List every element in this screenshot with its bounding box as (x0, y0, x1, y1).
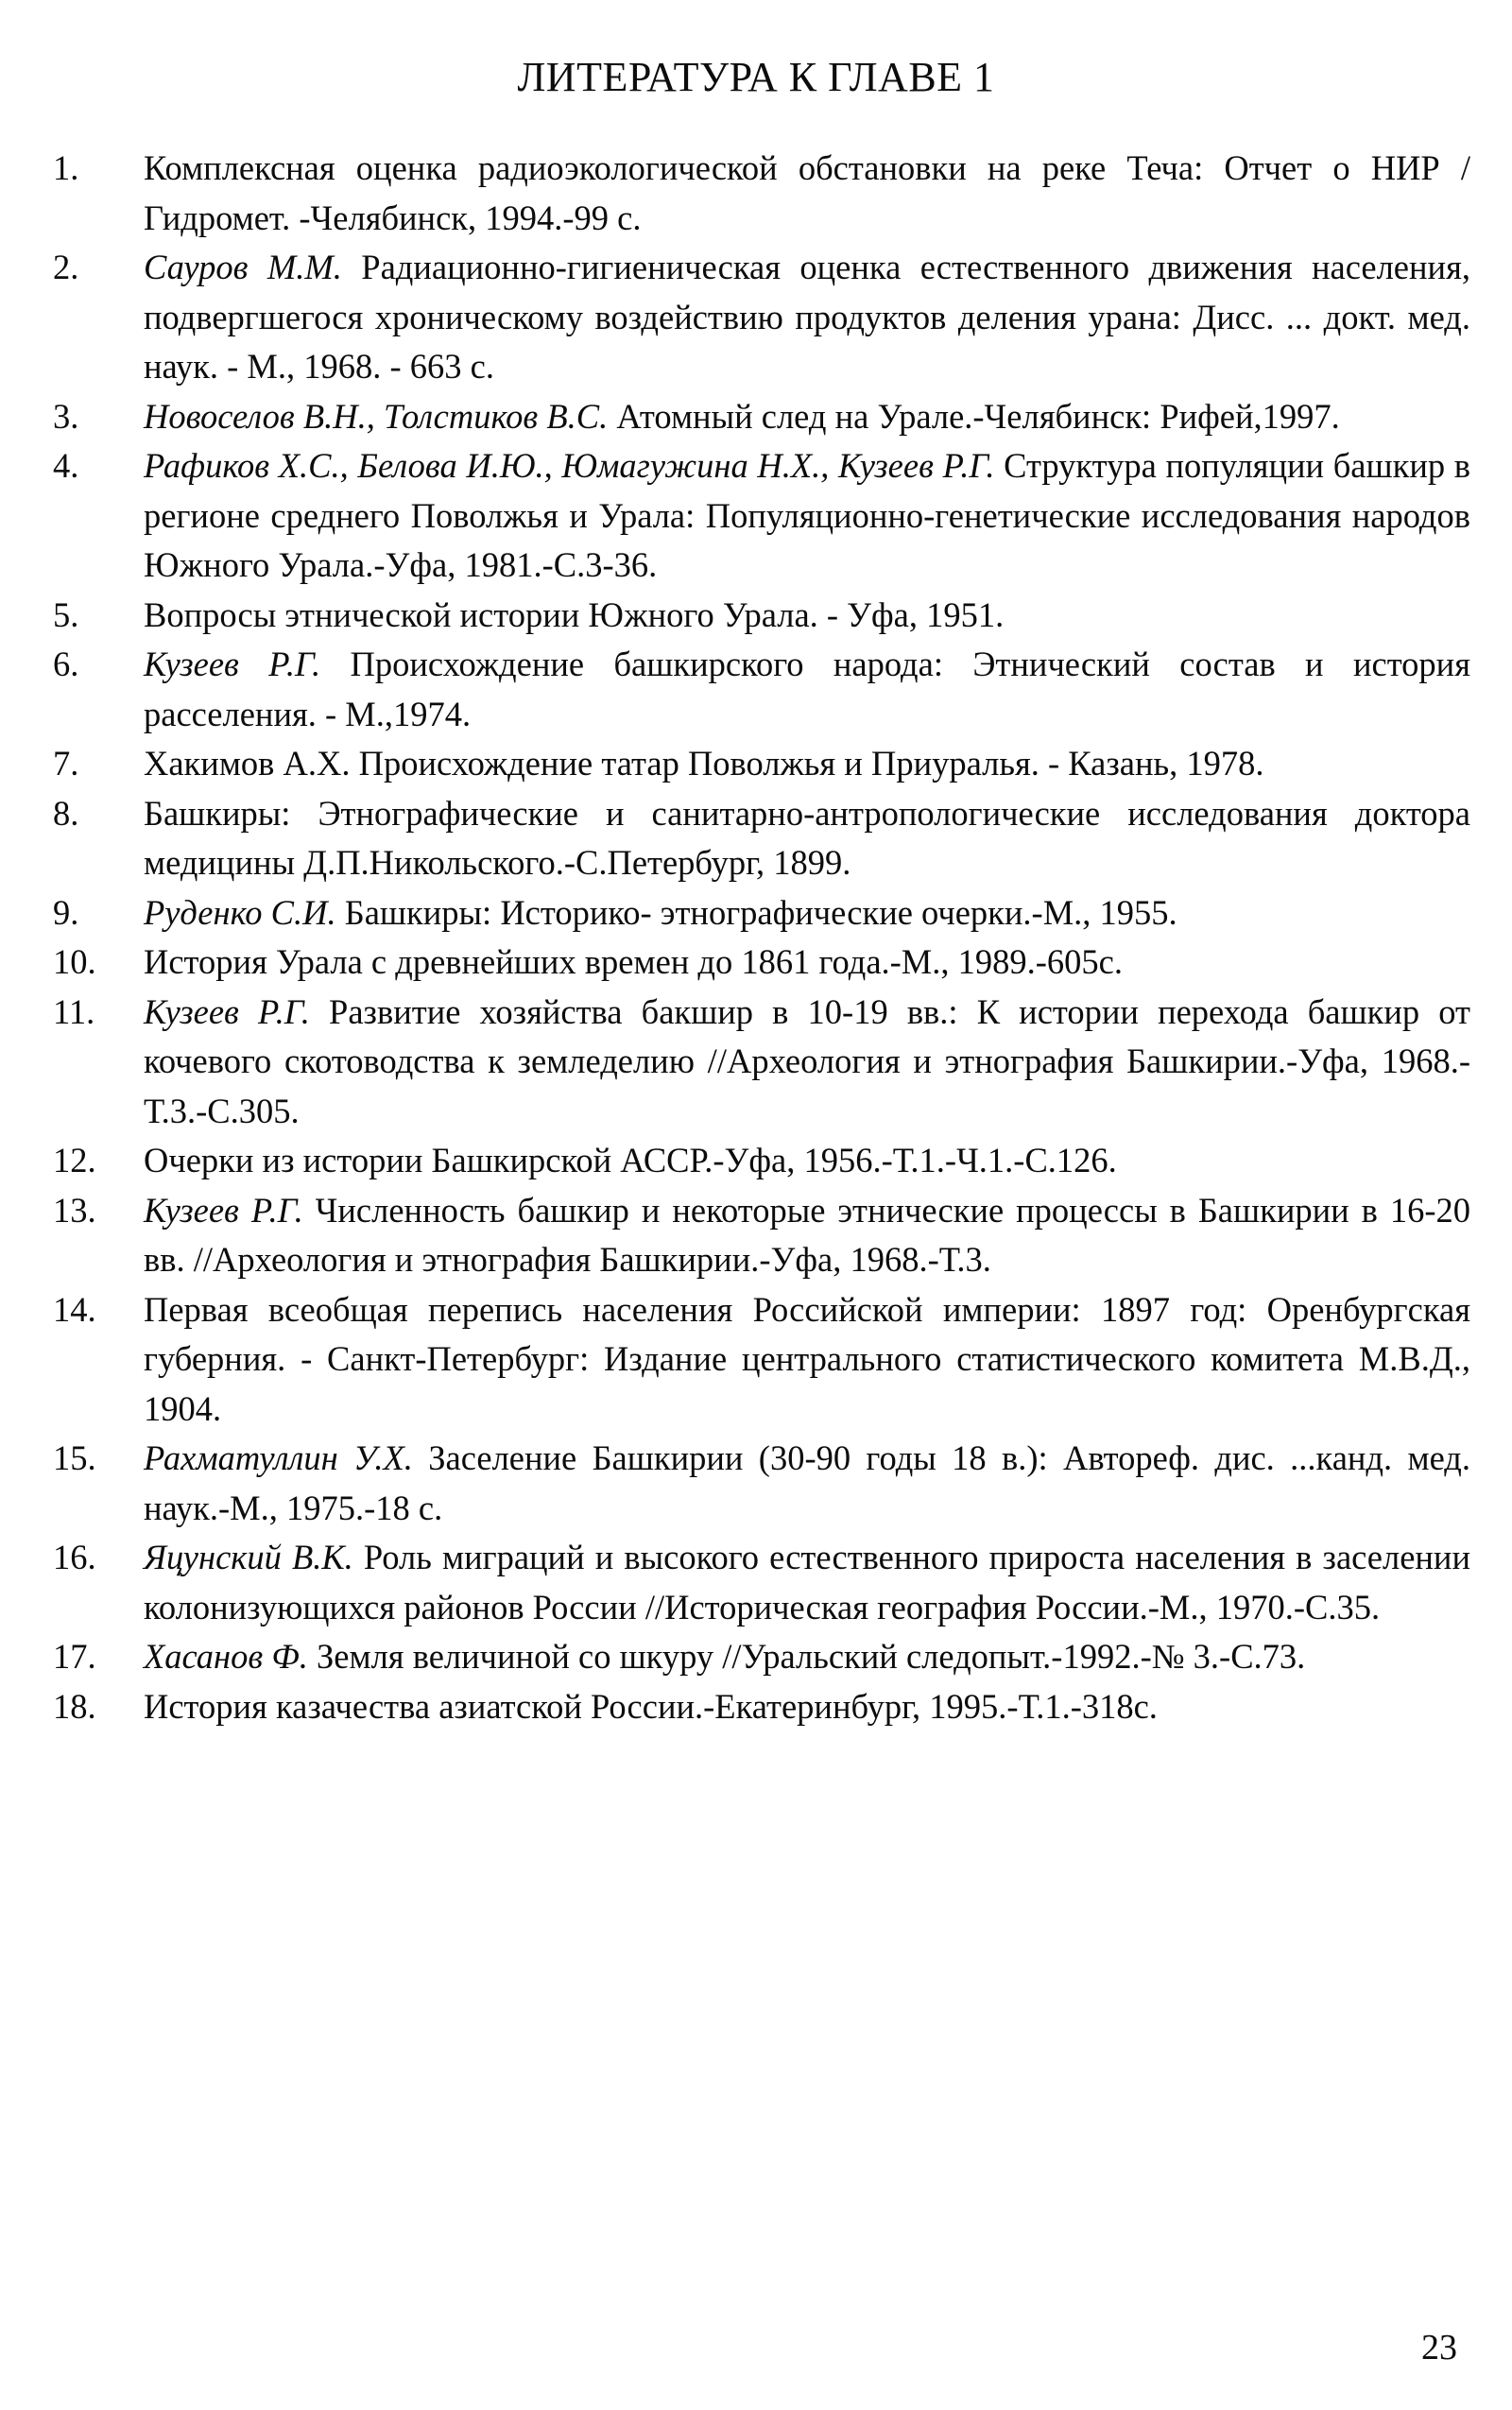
reference-author: Яцунский В.К. (144, 1538, 353, 1576)
reference-item (53, 938, 1470, 988)
page-number: 23 (1421, 2328, 1457, 2367)
reference-number: 6. (53, 645, 79, 683)
reference-text: Атомный след на Урале.-Челябинск: Рифей,1997. (608, 396, 1340, 436)
reference-item (53, 1682, 1470, 1732)
reference-list (53, 144, 1470, 1731)
reference-item (53, 441, 1470, 591)
reference-number: 11. (53, 991, 95, 1031)
reference-item (53, 1136, 1470, 1186)
reference-item (53, 1632, 1470, 1682)
reference-item (53, 144, 1470, 243)
reference-text: Структура популяции башкир в регионе среднего Поволжья и Урала: Популяционно-генетические исследования народов Южного Урала.-Уфа, 1981.-С.3-36. (144, 446, 1470, 584)
reference-item (53, 640, 1470, 739)
reference-item (53, 988, 1470, 1137)
reference-text: Происхождение башкирского народа: Этнический состав и история расселения. - М.,1974. (144, 645, 1470, 733)
reference-number: 12. (53, 1141, 96, 1179)
reference-item (53, 888, 1470, 938)
reference-number: 15. (53, 1438, 96, 1477)
reference-text: Первая всеобщая перепись населения Российской империи: 1897 год: Оренбургская губерния. - Санкт-Петербург: Издание центрального статистического комитета М.В.Д., 1904. (144, 1289, 1470, 1428)
reference-text: Земля величиной со шкуру //Уральский следопыт.-1992.-№ 3.-С.73. (307, 1637, 1306, 1676)
reference-item (53, 739, 1470, 789)
reference-item (53, 1186, 1470, 1285)
reference-number: 2. (53, 248, 79, 286)
reference-number: 7. (53, 744, 79, 783)
reference-text: История Урала с древнейших времен до 1861 года.-М., 1989.-605с. (144, 942, 1123, 981)
reference-text: Вопросы этнической истории Южного Урала. - Уфа, 1951. (144, 594, 1005, 634)
reference-number: 14. (53, 1289, 96, 1329)
reference-number: 13. (53, 1190, 96, 1230)
reference-text: Башкиры: Историко- этнографические очерки.-М., 1955. (335, 892, 1177, 932)
reference-item (53, 392, 1470, 442)
reference-author: Рафиков Х.С., Белова И.Ю., Юмагужина Н.Х., Кузеев Р.Г. (144, 446, 995, 485)
reference-text: Заселение Башкирии (30-90 годы 18 в.): Автореф. дис. ...канд. мед. наук.-М., 1975.-18 с. (144, 1438, 1470, 1527)
reference-author: Сауров М.М. (144, 248, 342, 286)
reference-author: Кузеев Р.Г. (144, 991, 310, 1031)
reference-number: 8. (53, 793, 79, 833)
reference-number: 5. (53, 594, 79, 634)
reference-text: Очерки из истории Башкирской АССР.-Уфа, 1956.-Т.1.-Ч.1.-С.126. (144, 1141, 1117, 1179)
reference-text: Радиационно-гигиеническая оценка естественного движения населения, подвергшегося хроническому воздействию продуктов деления урана: Дисс. ... докт. мед. наук. - М., 1968. - 663 с. (144, 248, 1470, 386)
reference-text: Комплексная оценка радиоэкологической обстановки на реке Теча: Отчет о НИР /Гидромет. -Челябинск, 1994.-99 с. (144, 148, 1470, 237)
reference-number: 18. (53, 1686, 96, 1726)
reference-text: Башкиры: Этнографические и санитарно-антропологические исследования доктора медицины Д.П.Никольского.-С.Петербург, 1899. (144, 793, 1470, 882)
reference-author: Кузеев Р.Г. (144, 645, 321, 683)
reference-number: 16. (53, 1538, 96, 1576)
reference-number: 3. (53, 396, 79, 436)
reference-author: Хасанов Ф. (144, 1637, 308, 1676)
reference-number: 4. (53, 446, 79, 485)
reference-item (53, 1533, 1470, 1632)
reference-author: Руденко С.И. (144, 892, 336, 932)
reference-number: 10. (53, 942, 96, 981)
reference-text: Роль миграций и высокого естественного прироста населения в заселении колонизующихся районов России //Историческая география России.-М., 1970.-С.35. (144, 1538, 1471, 1627)
reference-item (53, 789, 1470, 888)
reference-number: 1. (53, 148, 79, 187)
reference-text: Развитие хозяйства бакшир в 10-19 вв.: К истории перехода башкир от кочевого скотоводства к земледелию //Археология и этнография Башкирии.-Уфа, 1968.-Т.3.-С.305. (144, 991, 1470, 1130)
reference-text: Численность башкир и некоторые этнические процессы в Башкирии в 16-20 вв. //Археология и этнография Башкирии.-Уфа, 1968.-Т.3. (144, 1190, 1470, 1279)
page-title: ЛИТЕРАТУРА К ГЛАВЕ 1 (517, 54, 995, 100)
reference-item (53, 243, 1470, 392)
reference-item (53, 591, 1470, 641)
reference-item (53, 1285, 1470, 1435)
reference-text: Хакимов А.Х. Происхождение татар Поволжья и Приуралья. - Казань, 1978. (144, 744, 1264, 783)
reference-author: Кузеев Р.Г. (144, 1190, 303, 1230)
reference-author: Новоселов В.Н., Толстиков В.С. (144, 396, 609, 436)
reference-number: 17. (53, 1637, 96, 1676)
reference-item (53, 1434, 1470, 1533)
reference-author: Рахматуллин У.Х. (144, 1438, 413, 1477)
reference-number: 9. (53, 892, 79, 932)
reference-text: История казачества азиатской России.-Екатеринбург, 1995.-Т.1.-318с. (144, 1686, 1158, 1726)
